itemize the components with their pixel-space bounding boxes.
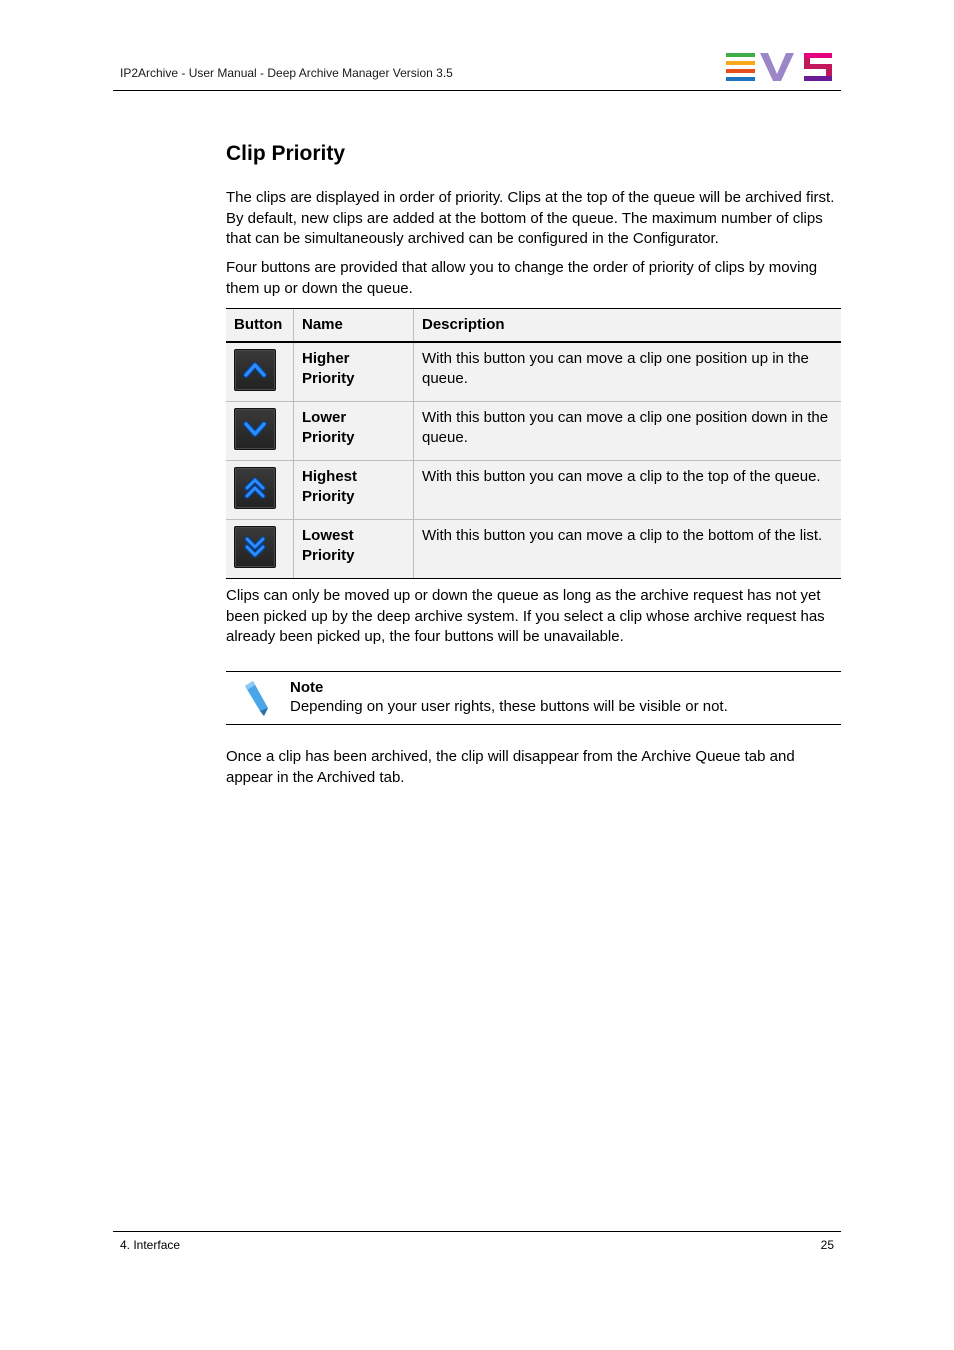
section-title: Clip Priority [226,142,346,165]
buttons-paragraph: Four buttons are provided that allow you to change the order of priority of clips by moving them up or down the queue. [226,259,818,297]
note-box [226,671,841,725]
header-title: IP2Archive - User Manual - Deep Archive Manager Version 3.5 [120,66,453,80]
row-name-line1: Lowest [302,527,354,544]
row-name-line1: Highest [302,468,358,485]
row-description: With this button you can move a clip to the bottom of the list. [414,520,842,579]
footer-divider [113,1231,841,1232]
page-number: 25 [820,1238,834,1252]
column-header-name: Name [294,309,414,343]
row-name-line2: Priority [302,547,355,564]
table-header-row [226,309,841,343]
row-description: With this button you can move a clip to the top of the queue. [414,461,842,520]
table-row [226,402,841,461]
archived-paragraph: Once a clip has been archived, the clip will disappear from the Archive Queue tab and appear in the Archived tab. [226,748,795,786]
note-title: Note [290,679,324,696]
header-divider [113,90,841,91]
footer-chapter: 4. Interface [120,1238,181,1252]
lower-priority-button[interactable] [234,408,276,450]
note-text: Depending on your user rights, these buttons will be visible or not. [290,698,728,715]
row-name-line2: Priority [302,370,355,387]
table-row [226,342,841,402]
double-chevron-down-icon [241,533,269,561]
column-header-button: Button [226,309,294,343]
row-name-line1: Higher [302,350,350,367]
intro-paragraph: The clips are displayed in order of priority. Clips at the top of the queue will be archived first. By default, new clips are added at the bottom of the queue. The maximum number of clips that can be simultaneously archived can be configured in the Configurator. [226,189,835,247]
availability-paragraph: Clips can only be moved up or down the queue as long as the archive request has not yet been picked up by the deep archive system. If you select a clip whose archive request has already been picked up, the four buttons will be unavailable. [226,587,825,645]
chevron-up-icon [241,356,269,384]
lowest-priority-button[interactable] [234,526,276,568]
row-description: With this button you can move a clip one position up in the queue. [414,342,842,402]
row-name-line2: Priority [302,429,355,446]
row-name-line1: Lower [302,409,347,426]
pencil-icon [242,678,272,718]
row-name-line2: Priority [302,488,355,505]
table-row [226,461,841,520]
higher-priority-button[interactable] [234,349,276,391]
priority-buttons-table [226,308,841,579]
chevron-down-icon [241,415,269,443]
double-chevron-up-icon [241,474,269,502]
table-row [226,520,841,579]
column-header-description: Description [414,309,842,343]
row-description: With this button you can move a clip one position down in the queue. [414,402,842,461]
evs-logo [726,53,834,81]
highest-priority-button[interactable] [234,467,276,509]
